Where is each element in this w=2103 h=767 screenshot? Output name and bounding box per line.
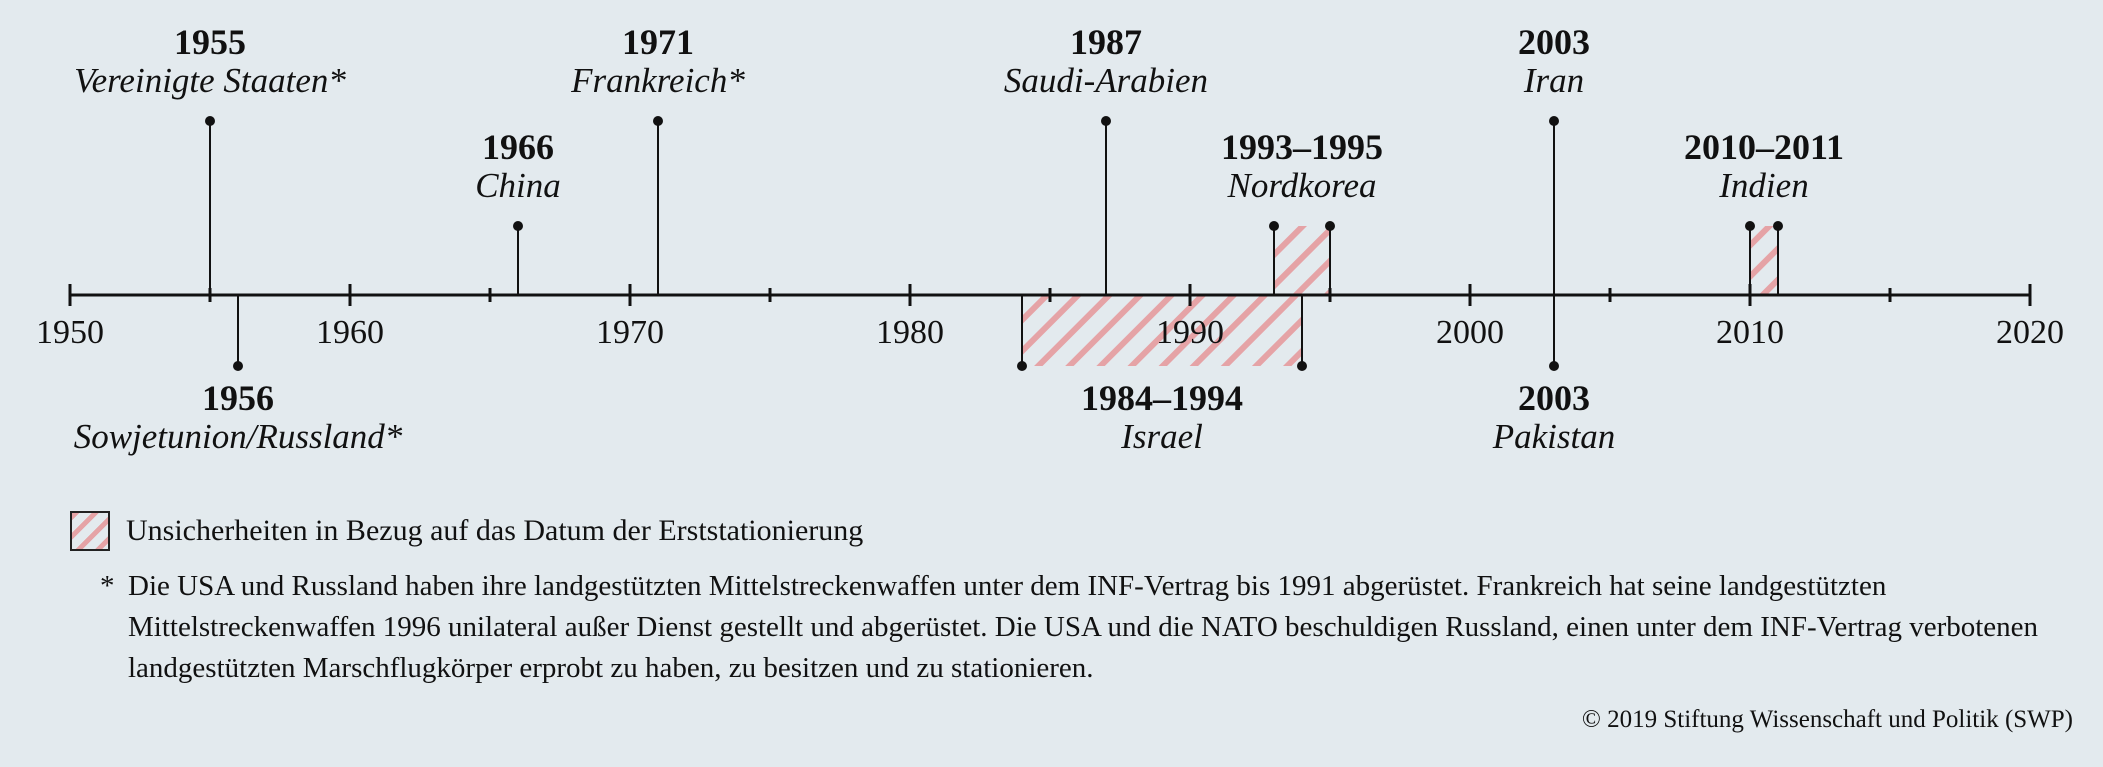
legend-hatch-swatch <box>70 511 110 551</box>
footnote-text: Die USA und Russland haben ihre landgestützten Mittelstreckenwaffen unter dem INF-Vertrag bis 1991 abgerüstet. Frankreich hat seine landgestützten Mittelstreckenwaffen 1996 unilateral außer Dienst gestellt und abgerüstet. Die USA und die NATO beschuldigen Russland, einen unter dem INF-Vertrag verbotenen landgestützten Marschflugkörper erprobt zu haben, zu besitzen und zu stationieren. <box>128 570 2039 684</box>
event-dot <box>1773 221 1783 231</box>
event-year-label: 2003 <box>1518 378 1590 418</box>
event-country-label: Vereinigte Staaten* <box>74 61 346 100</box>
event-year-label: 1987 <box>1070 22 1142 62</box>
event-dot <box>1549 116 1559 126</box>
event-country-label: Indien <box>1719 166 1809 205</box>
event-country-label: Nordkorea <box>1227 166 1377 205</box>
event-country-label: Israel <box>1121 417 1203 456</box>
axis-tick-label: 1960 <box>316 314 384 351</box>
event-dot <box>1745 221 1755 231</box>
event-country-label: Saudi-Arabien <box>1003 61 1209 100</box>
copyright-notice: © 2019 Stiftung Wissenschaft und Politik (SWP) <box>1581 706 2073 733</box>
event-dot <box>1101 116 1111 126</box>
legend <box>70 508 863 554</box>
event-year-label: 2010–2011 <box>1683 127 1845 167</box>
event-year-label: 1993–1995 <box>1221 127 1383 167</box>
event-dot <box>233 361 243 371</box>
event-dot <box>205 116 215 126</box>
event-dot <box>653 116 663 126</box>
legend-label: Unsicherheiten in Bezug auf das Datum der Erststationierung <box>126 514 864 547</box>
axis-tick-label: 1970 <box>596 314 664 351</box>
event-country-label: Sowjetunion/Russland* <box>73 417 403 456</box>
event-year-label: 1956 <box>202 378 274 418</box>
event-year-label: 2003 <box>1518 22 1590 62</box>
event-dot <box>1549 361 1559 371</box>
uncertainty-band <box>1750 226 1778 295</box>
event-country-label: Iran <box>1523 61 1585 100</box>
footnote <box>100 566 2080 689</box>
event-year-label: 1971 <box>622 22 694 62</box>
event-dot <box>513 221 523 231</box>
event-country-label: Frankreich* <box>571 61 745 100</box>
event-country-label: China <box>475 166 561 205</box>
event-year-label: 1955 <box>174 22 246 62</box>
event-dot <box>1269 221 1279 231</box>
event-year-label: 1966 <box>482 127 554 167</box>
footnote-marker: * <box>100 570 115 602</box>
event-country-label: Pakistan <box>1492 417 1616 456</box>
axis-tick-label: 2000 <box>1436 314 1504 351</box>
axis-tick-label: 2010 <box>1716 314 1784 351</box>
axis-tick-label: 1980 <box>876 314 944 351</box>
event-year-label: 1984–1994 <box>1081 378 1243 418</box>
axis-tick-label: 1950 <box>36 314 104 351</box>
uncertainty-band <box>1274 226 1330 295</box>
event-dot <box>1297 361 1307 371</box>
axis-tick-label: 1990 <box>1156 314 1224 351</box>
axis-tick-label: 2020 <box>1996 314 2064 351</box>
event-dot <box>1325 221 1335 231</box>
event-dot <box>1017 361 1027 371</box>
